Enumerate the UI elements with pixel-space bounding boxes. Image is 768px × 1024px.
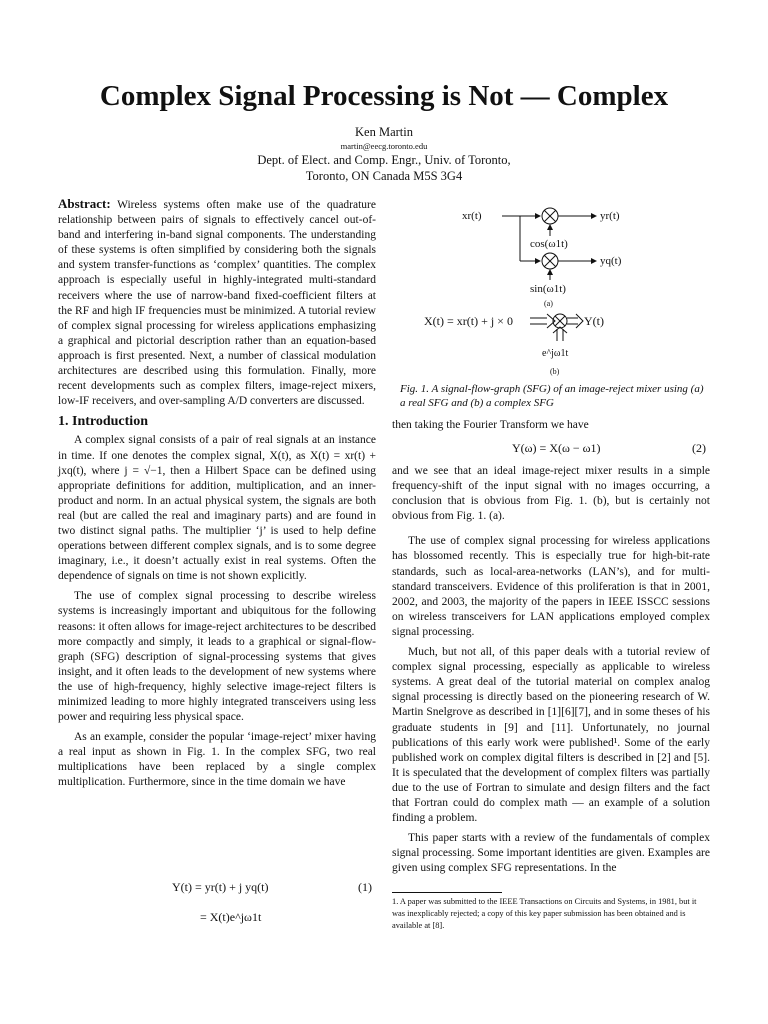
abstract-text: Wireless systems often make use of the quadrature relationship between pairs of signals to effectively cancel out-of-band and interfering in-band signal components. The understanding of these systems is often simplified by considering both the signals and system transfer-functions as ‘complex’ quantities. The complex approach is especially useful in highly-integrated multi-standard receivers where the use of narrow-band fixed-coefficient filters at the RF and high IF frequencies must be minimized. A tutorial review of complex signal processing for wireless applications emphasizing a graphical and pictorial description rather than an equation-based approach is first presented. Next, a number of classical modulation architectures are described using this formulation. Finally, more recent developments such as complex filters, image-reject mixers, low-IF receivers, and over-sampling A/D converters are discussed. xyxy=(58,199,376,408)
fig-label-b: (b) xyxy=(550,367,560,376)
intro-paragraph-2: The use of complex signal processing to describe wireless systems is increasingly important and ubiquitous for the following reasons: it often allows for image-reject architectures to be described more compactly and simply, it leads to a graphical or signal-flow-graph (SFG) description of signal-processing systems that gives insight, and it often leads to the development of new systems where the use of high-frequency, highly selective image-reject filters is minimized leading to more highly integrated transceivers using less power and requiring less physical space. xyxy=(58,590,376,724)
figure-1-caption: Fig. 1. A signal-flow-graph (SFG) of an image-reject mixer using (a) a real SFG and (b) a complex SFG xyxy=(400,383,704,409)
paper-title: Complex Signal Processing is Not — Complex xyxy=(99,80,669,112)
fig-label-yq: yq(t) xyxy=(600,255,622,267)
affiliation-line-2: Toronto, ON Canada M5S 3G4 xyxy=(305,169,463,183)
footnote: 1. A paper was submitted to the IEEE Transactions on Circuits and Systems, in 1981, but it was inexplicably rejected; a copy of this key paper submission has been obtained and is available at [8]. xyxy=(392,897,697,930)
equation-2: Y(ω) = X(ω − ω1) xyxy=(512,441,601,455)
author-name: Ken Martin xyxy=(355,125,413,139)
right-text-intro: then taking the Fourier Transform we have xyxy=(392,419,589,431)
equation-2-number: (2) xyxy=(692,441,706,455)
fig-label-exp: e^jω1t xyxy=(542,348,569,359)
section-heading-introduction: 1. Introduction xyxy=(58,414,148,430)
intro-paragraph-1: A complex signal consists of a pair of real signals at an instance in time. If one denotes the complex signal, X(t), as X(t) = xr(t) + jxq(t), where j = √−1, then a Hilbert Space can be defined using appropriate definitions for addition, multiplication, and an inner-product and norm. In an actual physical system, the signals are both real (but are called the real and imaginary parts) and are found in two distinct signal paths. The multiplier ‘j’ is used to help define operations between different complex signals, and is to some degree imaginary, i.e., it doesn’t actually exist in real systems. Often the dependence of signals on time is not shown explicitly. xyxy=(58,434,376,583)
abstract-block xyxy=(58,196,376,796)
abstract-label: Abstract: xyxy=(58,196,111,211)
fig-label-xr: xr(t) xyxy=(462,210,482,222)
figure-1-sfg xyxy=(410,196,720,382)
fig-label-yr: yr(t) xyxy=(600,210,620,222)
equation-1-line-2: = X(t)e^jω1t xyxy=(200,910,262,924)
author-email: martin@eecg.toronto.edu xyxy=(340,141,428,151)
right-column-body xyxy=(392,464,710,881)
footnote-rule xyxy=(392,892,502,893)
fig-label-sin: sin(ω1t) xyxy=(530,283,566,295)
fig-label-y: Y(t) xyxy=(584,314,604,328)
affiliation-line-1: Dept. of Elect. and Comp. Engr., Univ. of Toronto, xyxy=(257,153,511,167)
intro-paragraph-3: As an example, consider the popular ‘image-reject’ mixer having a real input as shown in Fig. 1. In the complex SFG, two real multiplications have been replaced by a single complex multiplication. Furthermore, since in the time domain we have xyxy=(58,731,376,789)
right-paragraph-4: This paper starts with a review of the fundamentals of complex signal processing. Some important identities are given. Examples are given using complex SFG representations. In the xyxy=(392,832,710,875)
right-paragraph-1: and we see that an ideal image-reject mixer results in a simple frequency-shift of the input signal with no images occurring, a conclusion that is obvious from Fig. 1. (b), but is certainly not obvious from Fig. 1. (a). xyxy=(392,465,710,523)
equation-1-line-1: Y(t) = yr(t) + j yq(t) xyxy=(172,880,269,894)
right-paragraph-3: Much, but not all, of this paper deals with a tutorial review of complex signal processing, especially as applicable to wireless systems. A great deal of the tutorial material on complex analog signal processing is directly based on the pioneering research of W. Martin Snelgrove as described in [1][6][7], and in some theses of his graduate students in [9] and [11]. Unfortunately, no journal publications of this early work were published¹. Some of the early published work on complex digital filters is described in [2] and [5]. It is speculated that the development of complex filters was partially due to the use of Fortran to simulate and design filters and the fact that Fortran could do complex math — an example of a solution finding a problem. xyxy=(392,646,710,825)
fig-label-a: (a) xyxy=(544,299,553,308)
affiliation xyxy=(0,152,768,184)
fig-label-x-eq: X(t) = xr(t) + j × 0 xyxy=(424,314,513,328)
right-paragraph-2: The use of complex signal processing for wireless applications has blossomed recently. This is especially true for high-bit-rate standards, such as local-area-networks (LAN’s), and for multi-standard transceivers. Evidence of this proliferation is that in 2001, 2002, and 2003, the majority of the papers in IEEE ISSCC sessions on wireless transceivers for LAN applications employed complex signal processing. xyxy=(392,535,710,638)
fig-label-cos: cos(ω1t) xyxy=(530,238,568,250)
equation-1-number: (1) xyxy=(358,880,372,894)
